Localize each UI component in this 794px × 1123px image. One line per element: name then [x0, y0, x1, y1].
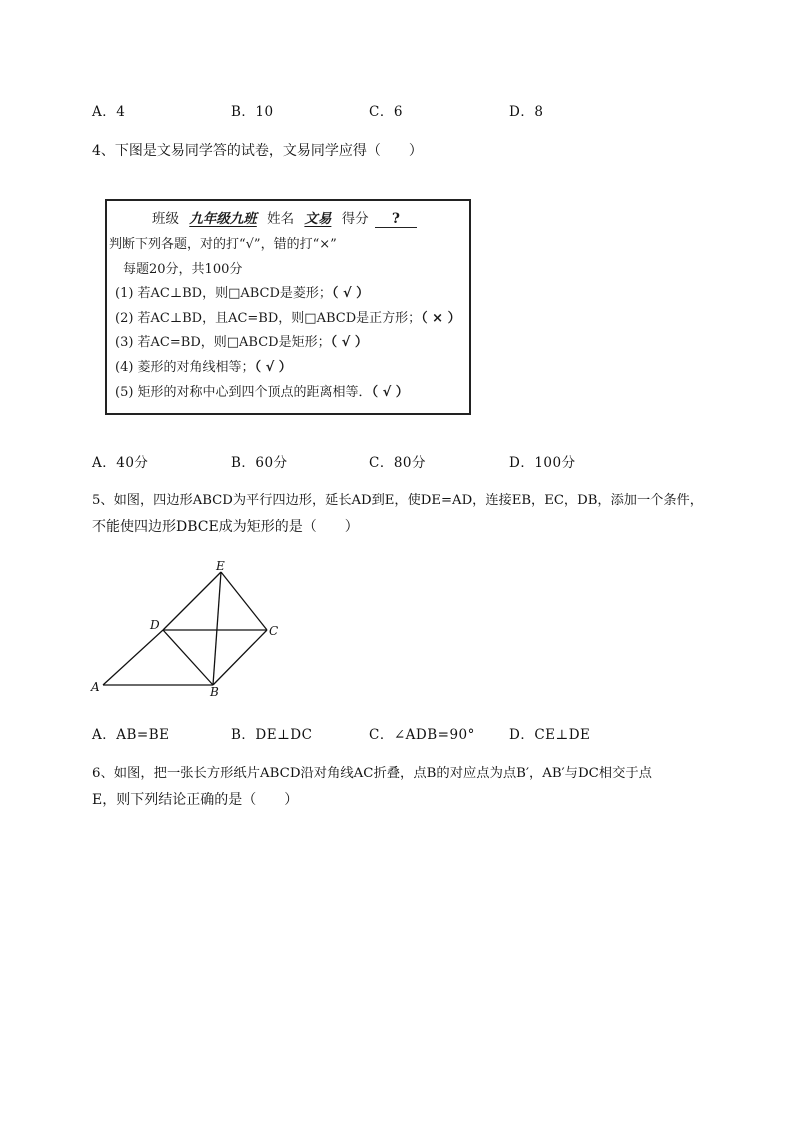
sheet-header	[152, 207, 417, 228]
answer-sheet-image	[105, 199, 471, 415]
sheet-item-2-text: (2) 若AC⊥BD，且AC=BD，则□ABCD是正方形；	[115, 311, 422, 326]
segment-bc	[213, 630, 267, 685]
sheet-instruction-2: 每题20分，共100分	[123, 262, 243, 277]
label-e: E	[216, 559, 225, 573]
sheet-item-2-mark: （ × ）	[421, 311, 461, 326]
sheet-item-4-mark: （ √ ）	[254, 360, 292, 375]
segment-eb	[213, 572, 221, 685]
q5-stem-line2: 不能使四边形DBCE成为矩形的是（ ）	[92, 519, 359, 535]
q3-option-a: A．4	[92, 104, 126, 120]
score-label: 得分	[341, 211, 369, 227]
label-a: A	[91, 680, 100, 694]
segment-ad	[103, 630, 163, 685]
segment-ec	[221, 572, 267, 630]
q6-stem-line1: 6、如图，把一张长方形纸片ABCD沿对角线AC折叠，点B的对应点为点B′，AB′与DC相交于点	[92, 766, 652, 781]
sheet-item-5-text: (5) 矩形的对称中心到四个顶点的距离相等．	[115, 385, 372, 400]
q4-option-c: C．80分	[369, 455, 427, 471]
segment-db	[163, 630, 213, 685]
q5-option-d: D．CE⊥DE	[509, 727, 591, 743]
sheet-item-1-text: (1) 若AC⊥BD，则□ABCD是菱形；	[115, 286, 332, 301]
name-label: 姓名	[267, 211, 295, 227]
segment-de	[163, 572, 221, 630]
class-value: 九年级九班	[189, 211, 257, 227]
sheet-item-1	[115, 282, 369, 301]
sheet-item-2	[115, 307, 461, 326]
q4-option-d: D．100分	[509, 455, 576, 471]
q3-option-b: B．10	[231, 104, 274, 120]
score-value: ?	[375, 211, 417, 228]
q5-option-b: B．DE⊥DC	[231, 727, 313, 743]
q5-geometry-figure	[88, 558, 288, 698]
sheet-item-5	[115, 381, 409, 400]
sheet-item-5-mark: （ √ ）	[371, 385, 409, 400]
q3-option-d: D．8	[509, 104, 544, 120]
class-label: 班级	[152, 211, 179, 227]
label-b: B	[210, 685, 219, 698]
q6-stem-line2: E，则下列结论正确的是（ ）	[92, 792, 299, 808]
q4-option-b: B．60分	[231, 455, 288, 471]
q5-stem-line1: 5、如图，四边形ABCD为平行四边形，延长AD到E，使DE=AD，连接EB，EC，DB，添加一个条件，	[92, 493, 703, 508]
sheet-item-1-mark: （ √ ）	[331, 286, 370, 301]
sheet-item-4-text: (4) 菱形的对角线相等；	[115, 360, 255, 375]
sheet-item-3-text: (3) 若AC=BD，则□ABCD是矩形；	[115, 335, 331, 350]
q4-stem: 4、下图是文易同学答的试卷，文易同学应得（ ）	[92, 143, 423, 159]
name-value: 文易	[304, 211, 332, 227]
q5-option-a: A．AB=BE	[92, 727, 170, 743]
sheet-item-4	[115, 356, 292, 375]
q4-option-a: A．40分	[92, 455, 149, 471]
label-c: C	[269, 624, 279, 638]
q3-option-c: C．6	[369, 104, 403, 120]
sheet-item-3-mark: （ √ ）	[330, 335, 368, 350]
label-d: D	[150, 618, 160, 632]
q5-option-c: C．∠ADB=90°	[369, 727, 475, 743]
sheet-instruction-1: 判断下列各题，对的打“√”，错的打“×”	[109, 237, 337, 252]
sheet-item-3	[115, 331, 368, 350]
